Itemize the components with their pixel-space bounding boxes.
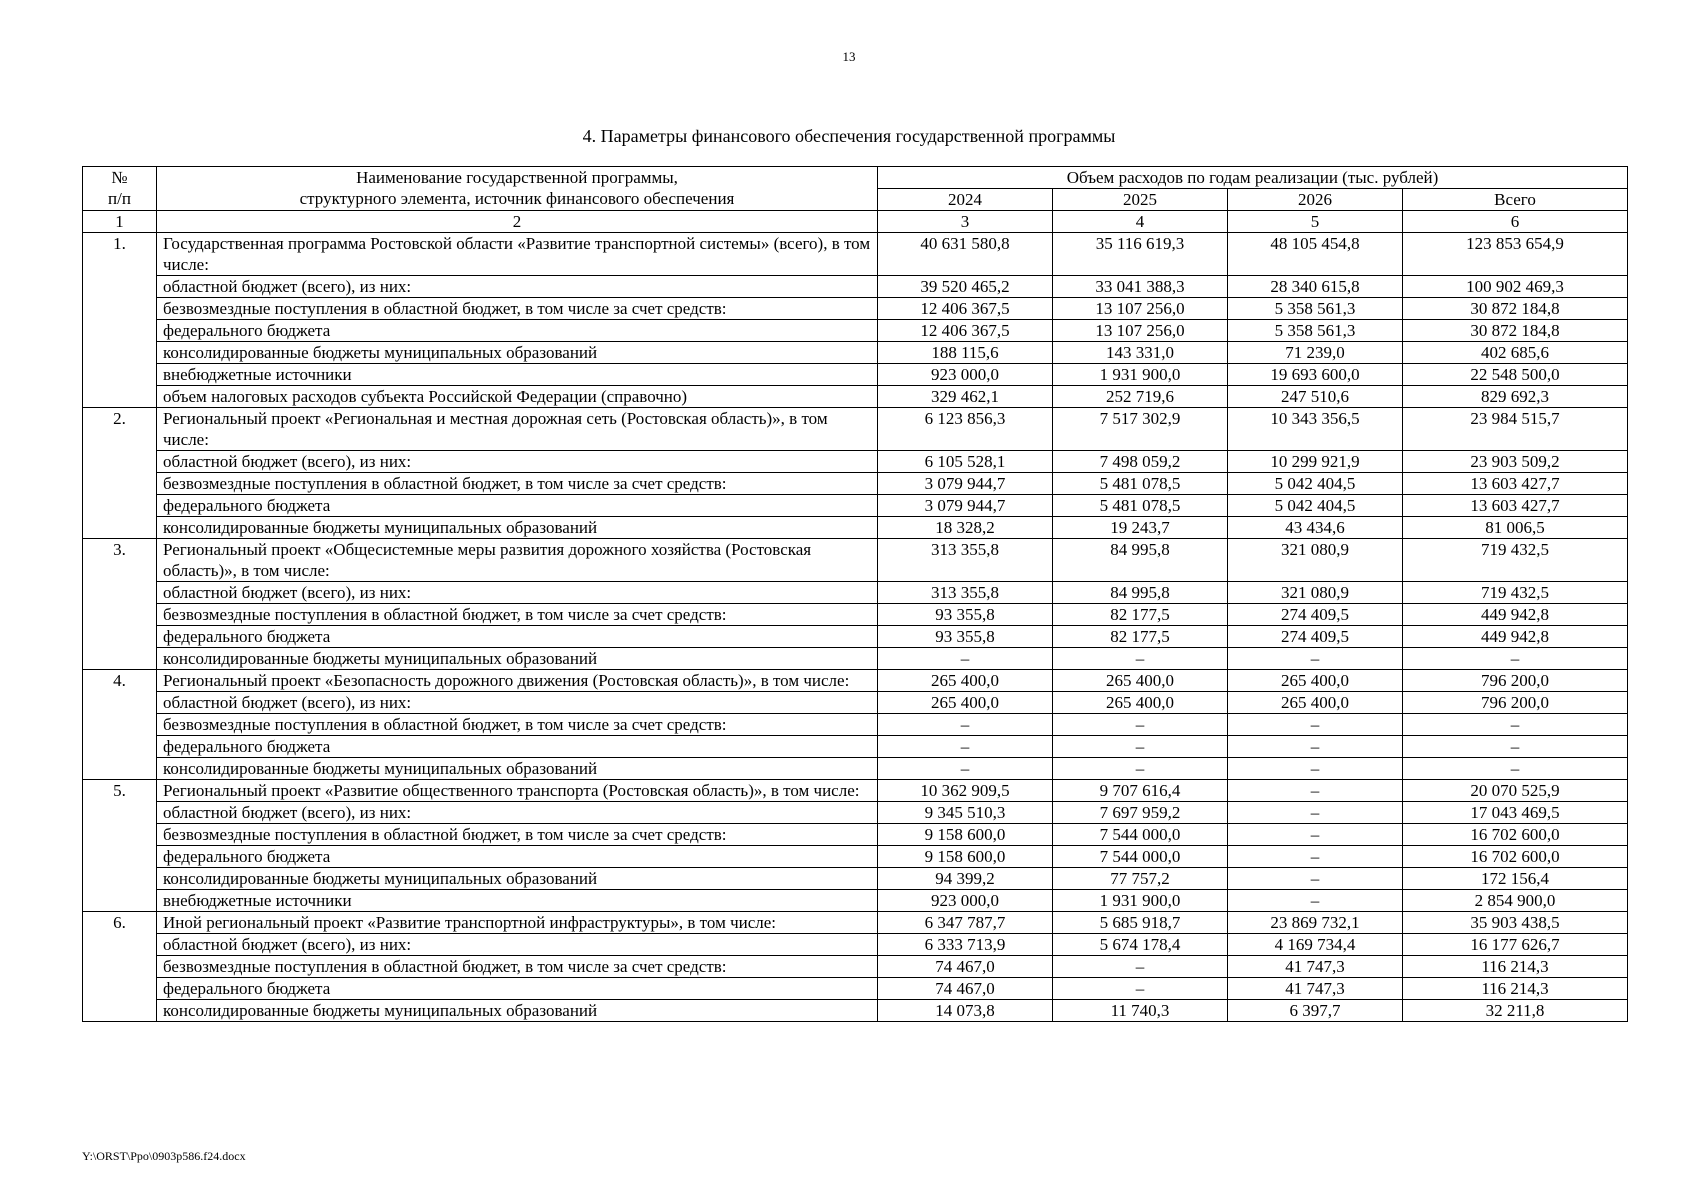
value-2024: 3 079 944,7	[878, 495, 1053, 517]
value-total: 17 043 469,5	[1403, 802, 1628, 824]
value-2024: 3 079 944,7	[878, 473, 1053, 495]
funding-source-name: безвозмездные поступления в областной бюджет, в том числе за счет средств:	[157, 714, 878, 736]
value-total: 23 903 509,2	[1403, 451, 1628, 473]
value-2025: 1 931 900,0	[1053, 890, 1228, 912]
section-number: 4.	[83, 670, 157, 780]
value-2024: 188 115,6	[878, 342, 1053, 364]
value-2024: 40 631 580,8	[878, 233, 1053, 276]
value-2026: –	[1228, 824, 1403, 846]
value-2026: 71 239,0	[1228, 342, 1403, 364]
value-2025: –	[1053, 714, 1228, 736]
value-2026: –	[1228, 846, 1403, 868]
value-2024: 9 158 600,0	[878, 846, 1053, 868]
value-2026: 265 400,0	[1228, 692, 1403, 714]
table-row	[83, 582, 1628, 604]
section-number: 6.	[83, 912, 157, 1022]
header-total: Всего	[1403, 189, 1628, 211]
value-total: 719 432,5	[1403, 582, 1628, 604]
index-cell: 3	[878, 211, 1053, 233]
funding-source-name: областной бюджет (всего), из них:	[157, 451, 878, 473]
table-row	[83, 868, 1628, 890]
funding-source-name: консолидированные бюджеты муниципальных образований	[157, 868, 878, 890]
funding-source-name: безвозмездные поступления в областной бюджет, в том числе за счет средств:	[157, 298, 878, 320]
value-total: 81 006,5	[1403, 517, 1628, 539]
value-2026: 265 400,0	[1228, 670, 1403, 692]
value-2026: 10 343 356,5	[1228, 408, 1403, 451]
funding-source-name: объем налоговых расходов субъекта Российской Федерации (справочно)	[157, 386, 878, 408]
funding-source-name: областной бюджет (всего), из них:	[157, 692, 878, 714]
value-2026: –	[1228, 758, 1403, 780]
value-2024: –	[878, 758, 1053, 780]
section-title: Государственная программа Ростовской области «Развитие транспортной системы» (всего), в том числе:	[157, 233, 878, 276]
value-2025: –	[1053, 648, 1228, 670]
funding-source-name: федерального бюджета	[157, 736, 878, 758]
value-2025: 82 177,5	[1053, 604, 1228, 626]
value-2026: –	[1228, 890, 1403, 912]
funding-source-name: консолидированные бюджеты муниципальных образований	[157, 1000, 878, 1022]
value-2024: 10 362 909,5	[878, 780, 1053, 802]
value-2024: 6 105 528,1	[878, 451, 1053, 473]
value-2025: –	[1053, 758, 1228, 780]
value-2026: 274 409,5	[1228, 604, 1403, 626]
value-total: 16 702 600,0	[1403, 846, 1628, 868]
table-row	[83, 692, 1628, 714]
value-total: 16 702 600,0	[1403, 824, 1628, 846]
value-2026: 321 080,9	[1228, 539, 1403, 582]
financing-table	[82, 166, 1628, 1022]
table-row	[83, 978, 1628, 1000]
value-2026: 6 397,7	[1228, 1000, 1403, 1022]
value-2026: 321 080,9	[1228, 582, 1403, 604]
value-total: 796 200,0	[1403, 670, 1628, 692]
value-2024: 313 355,8	[878, 539, 1053, 582]
funding-source-name: федерального бюджета	[157, 978, 878, 1000]
value-2025: 7 498 059,2	[1053, 451, 1228, 473]
funding-source-name: областной бюджет (всего), из них:	[157, 582, 878, 604]
value-2025: 5 481 078,5	[1053, 495, 1228, 517]
value-2025: 19 243,7	[1053, 517, 1228, 539]
index-cell: 1	[83, 211, 157, 233]
table-row	[83, 802, 1628, 824]
value-2025: –	[1053, 978, 1228, 1000]
value-2024: –	[878, 736, 1053, 758]
section-title: Региональный проект «Региональная и местная дорожная сеть (Ростовская область)», в том числе:	[157, 408, 878, 451]
value-2024: 923 000,0	[878, 890, 1053, 912]
value-2024: 93 355,8	[878, 626, 1053, 648]
section-header-row	[83, 408, 1628, 451]
value-total: 13 603 427,7	[1403, 473, 1628, 495]
section-title: Региональный проект «Безопасность дорожного движения (Ростовская область)», в том числе:	[157, 670, 878, 692]
table-row	[83, 517, 1628, 539]
value-2025: 143 331,0	[1053, 342, 1228, 364]
value-2024: –	[878, 714, 1053, 736]
value-2025: 7 697 959,2	[1053, 802, 1228, 824]
value-2025: 35 116 619,3	[1053, 233, 1228, 276]
funding-source-name: федерального бюджета	[157, 495, 878, 517]
value-2026: 10 299 921,9	[1228, 451, 1403, 473]
value-2025: 13 107 256,0	[1053, 298, 1228, 320]
table-row	[83, 758, 1628, 780]
value-2024: 94 399,2	[878, 868, 1053, 890]
value-2024: 329 462,1	[878, 386, 1053, 408]
table-row	[83, 495, 1628, 517]
value-total: 116 214,3	[1403, 978, 1628, 1000]
value-2025: 7 544 000,0	[1053, 824, 1228, 846]
value-total: 22 548 500,0	[1403, 364, 1628, 386]
funding-source-name: безвозмездные поступления в областной бюджет, в том числе за счет средств:	[157, 824, 878, 846]
section-number: 3.	[83, 539, 157, 670]
table-row	[83, 1000, 1628, 1022]
value-2026: –	[1228, 714, 1403, 736]
file-path-footer: Y:\ORST\Ppo\0903p586.f24.docx	[82, 1149, 246, 1163]
section-header-row	[83, 780, 1628, 802]
table-row	[83, 298, 1628, 320]
value-total: –	[1403, 736, 1628, 758]
value-total: 796 200,0	[1403, 692, 1628, 714]
funding-source-name: областной бюджет (всего), из них:	[157, 802, 878, 824]
section-number: 1.	[83, 233, 157, 408]
value-2024: 6 347 787,7	[878, 912, 1053, 934]
value-total: 32 211,8	[1403, 1000, 1628, 1022]
value-2026: 4 169 734,4	[1228, 934, 1403, 956]
table-row	[83, 956, 1628, 978]
funding-source-name: внебюджетные источники	[157, 890, 878, 912]
funding-source-name: федерального бюджета	[157, 626, 878, 648]
value-2025: 82 177,5	[1053, 626, 1228, 648]
value-2024: 923 000,0	[878, 364, 1053, 386]
header-num: № п/п	[83, 167, 157, 211]
funding-source-name: безвозмездные поступления в областной бюджет, в том числе за счет средств:	[157, 604, 878, 626]
funding-source-name: федерального бюджета	[157, 320, 878, 342]
value-total: 449 942,8	[1403, 626, 1628, 648]
section-title: Иной региональный проект «Развитие транспортной инфраструктуры», в том числе:	[157, 912, 878, 934]
value-total: 13 603 427,7	[1403, 495, 1628, 517]
value-total: 402 685,6	[1403, 342, 1628, 364]
section-title: Региональный проект «Общесистемные меры развития дорожного хозяйства (Ростовская область)», в том числе:	[157, 539, 878, 582]
value-2026: 274 409,5	[1228, 626, 1403, 648]
value-2026: 41 747,3	[1228, 978, 1403, 1000]
table-row	[83, 276, 1628, 298]
value-2025: 13 107 256,0	[1053, 320, 1228, 342]
value-total: 829 692,3	[1403, 386, 1628, 408]
document-title: 4. Параметры финансового обеспечения государственной программы	[582, 126, 1116, 146]
value-total: 449 942,8	[1403, 604, 1628, 626]
value-2025: 33 041 388,3	[1053, 276, 1228, 298]
value-2024: 39 520 465,2	[878, 276, 1053, 298]
value-total: 100 902 469,3	[1403, 276, 1628, 298]
value-2024: 265 400,0	[878, 692, 1053, 714]
value-2026: 247 510,6	[1228, 386, 1403, 408]
value-total: 2 854 900,0	[1403, 890, 1628, 912]
value-2024: 93 355,8	[878, 604, 1053, 626]
value-2025: 265 400,0	[1053, 692, 1228, 714]
value-2026: –	[1228, 868, 1403, 890]
funding-source-name: областной бюджет (всего), из них:	[157, 276, 878, 298]
header-row	[83, 167, 1628, 189]
table-row	[83, 604, 1628, 626]
value-2025: 5 674 178,4	[1053, 934, 1228, 956]
value-2025: 77 757,2	[1053, 868, 1228, 890]
table-row	[83, 364, 1628, 386]
value-2025: 252 719,6	[1053, 386, 1228, 408]
value-2026: 23 869 732,1	[1228, 912, 1403, 934]
section-number: 5.	[83, 780, 157, 912]
table-row	[83, 824, 1628, 846]
value-total: 20 070 525,9	[1403, 780, 1628, 802]
index-cell: 5	[1228, 211, 1403, 233]
table-row	[83, 648, 1628, 670]
section-header-row	[83, 670, 1628, 692]
value-2026: 28 340 615,8	[1228, 276, 1403, 298]
funding-source-name: безвозмездные поступления в областной бюджет, в том числе за счет средств:	[157, 956, 878, 978]
value-2025: 7 544 000,0	[1053, 846, 1228, 868]
table-row	[83, 934, 1628, 956]
table-row	[83, 320, 1628, 342]
value-2025: 265 400,0	[1053, 670, 1228, 692]
value-2024: 6 333 713,9	[878, 934, 1053, 956]
page-number: 13	[842, 49, 856, 64]
table-row	[83, 342, 1628, 364]
value-2025: 84 995,8	[1053, 582, 1228, 604]
header-volume: Объем расходов по годам реализации (тыс. рублей)	[878, 167, 1628, 189]
table-row	[83, 846, 1628, 868]
index-cell: 2	[157, 211, 878, 233]
value-2025: –	[1053, 736, 1228, 758]
table-row	[83, 473, 1628, 495]
value-2026: –	[1228, 648, 1403, 670]
value-2024: 12 406 367,5	[878, 320, 1053, 342]
value-2026: –	[1228, 802, 1403, 824]
value-2026: 48 105 454,8	[1228, 233, 1403, 276]
value-2026: 43 434,6	[1228, 517, 1403, 539]
funding-source-name: федерального бюджета	[157, 846, 878, 868]
value-total: –	[1403, 714, 1628, 736]
header-year-2025: 2025	[1053, 189, 1228, 211]
header-year-2026: 2026	[1228, 189, 1403, 211]
value-2026: 5 358 561,3	[1228, 298, 1403, 320]
section-number: 2.	[83, 408, 157, 539]
value-2024: 14 073,8	[878, 1000, 1053, 1022]
value-2025: –	[1053, 956, 1228, 978]
funding-source-name: внебюджетные источники	[157, 364, 878, 386]
value-2025: 7 517 302,9	[1053, 408, 1228, 451]
header-year-2024: 2024	[878, 189, 1053, 211]
value-2024: 6 123 856,3	[878, 408, 1053, 451]
value-2024: 265 400,0	[878, 670, 1053, 692]
value-2025: 5 481 078,5	[1053, 473, 1228, 495]
table-row	[83, 386, 1628, 408]
section-header-row	[83, 539, 1628, 582]
value-2024: 313 355,8	[878, 582, 1053, 604]
value-2024: 18 328,2	[878, 517, 1053, 539]
index-cell: 4	[1053, 211, 1228, 233]
value-2026: 5 042 404,5	[1228, 495, 1403, 517]
value-2026: –	[1228, 780, 1403, 802]
value-2025: 1 931 900,0	[1053, 364, 1228, 386]
value-2026: 19 693 600,0	[1228, 364, 1403, 386]
funding-source-name: консолидированные бюджеты муниципальных образований	[157, 758, 878, 780]
value-total: 35 903 438,5	[1403, 912, 1628, 934]
value-2026: 5 358 561,3	[1228, 320, 1403, 342]
section-header-row	[83, 233, 1628, 276]
value-2025: 9 707 616,4	[1053, 780, 1228, 802]
value-2024: 74 467,0	[878, 956, 1053, 978]
value-total: 30 872 184,8	[1403, 320, 1628, 342]
funding-source-name: областной бюджет (всего), из них:	[157, 934, 878, 956]
value-2024: –	[878, 648, 1053, 670]
value-total: 30 872 184,8	[1403, 298, 1628, 320]
value-2025: 11 740,3	[1053, 1000, 1228, 1022]
index-cell: 6	[1403, 211, 1628, 233]
table-row	[83, 890, 1628, 912]
section-title: Региональный проект «Развитие общественного транспорта (Ростовская область)», в том числе:	[157, 780, 878, 802]
funding-source-name: консолидированные бюджеты муниципальных образований	[157, 648, 878, 670]
value-2025: 84 995,8	[1053, 539, 1228, 582]
funding-source-name: консолидированные бюджеты муниципальных образований	[157, 517, 878, 539]
funding-source-name: консолидированные бюджеты муниципальных образований	[157, 342, 878, 364]
value-total: 23 984 515,7	[1403, 408, 1628, 451]
header-name: Наименование государственной программы, структурного элемента, источник финансового обеспечения	[157, 167, 878, 211]
value-2024: 74 467,0	[878, 978, 1053, 1000]
value-2026: 41 747,3	[1228, 956, 1403, 978]
value-2024: 9 158 600,0	[878, 824, 1053, 846]
section-header-row	[83, 912, 1628, 934]
value-total: –	[1403, 648, 1628, 670]
table-body	[83, 233, 1628, 1022]
table-row	[83, 451, 1628, 473]
value-2026: 5 042 404,5	[1228, 473, 1403, 495]
value-total: 116 214,3	[1403, 956, 1628, 978]
table-row	[83, 736, 1628, 758]
value-2024: 12 406 367,5	[878, 298, 1053, 320]
value-2025: 5 685 918,7	[1053, 912, 1228, 934]
value-2024: 9 345 510,3	[878, 802, 1053, 824]
table-row	[83, 626, 1628, 648]
value-total: –	[1403, 758, 1628, 780]
value-total: 719 432,5	[1403, 539, 1628, 582]
index-row	[83, 211, 1628, 233]
value-total: 16 177 626,7	[1403, 934, 1628, 956]
table-row	[83, 714, 1628, 736]
value-total: 123 853 654,9	[1403, 233, 1628, 276]
funding-source-name: безвозмездные поступления в областной бюджет, в том числе за счет средств:	[157, 473, 878, 495]
value-total: 172 156,4	[1403, 868, 1628, 890]
value-2026: –	[1228, 736, 1403, 758]
